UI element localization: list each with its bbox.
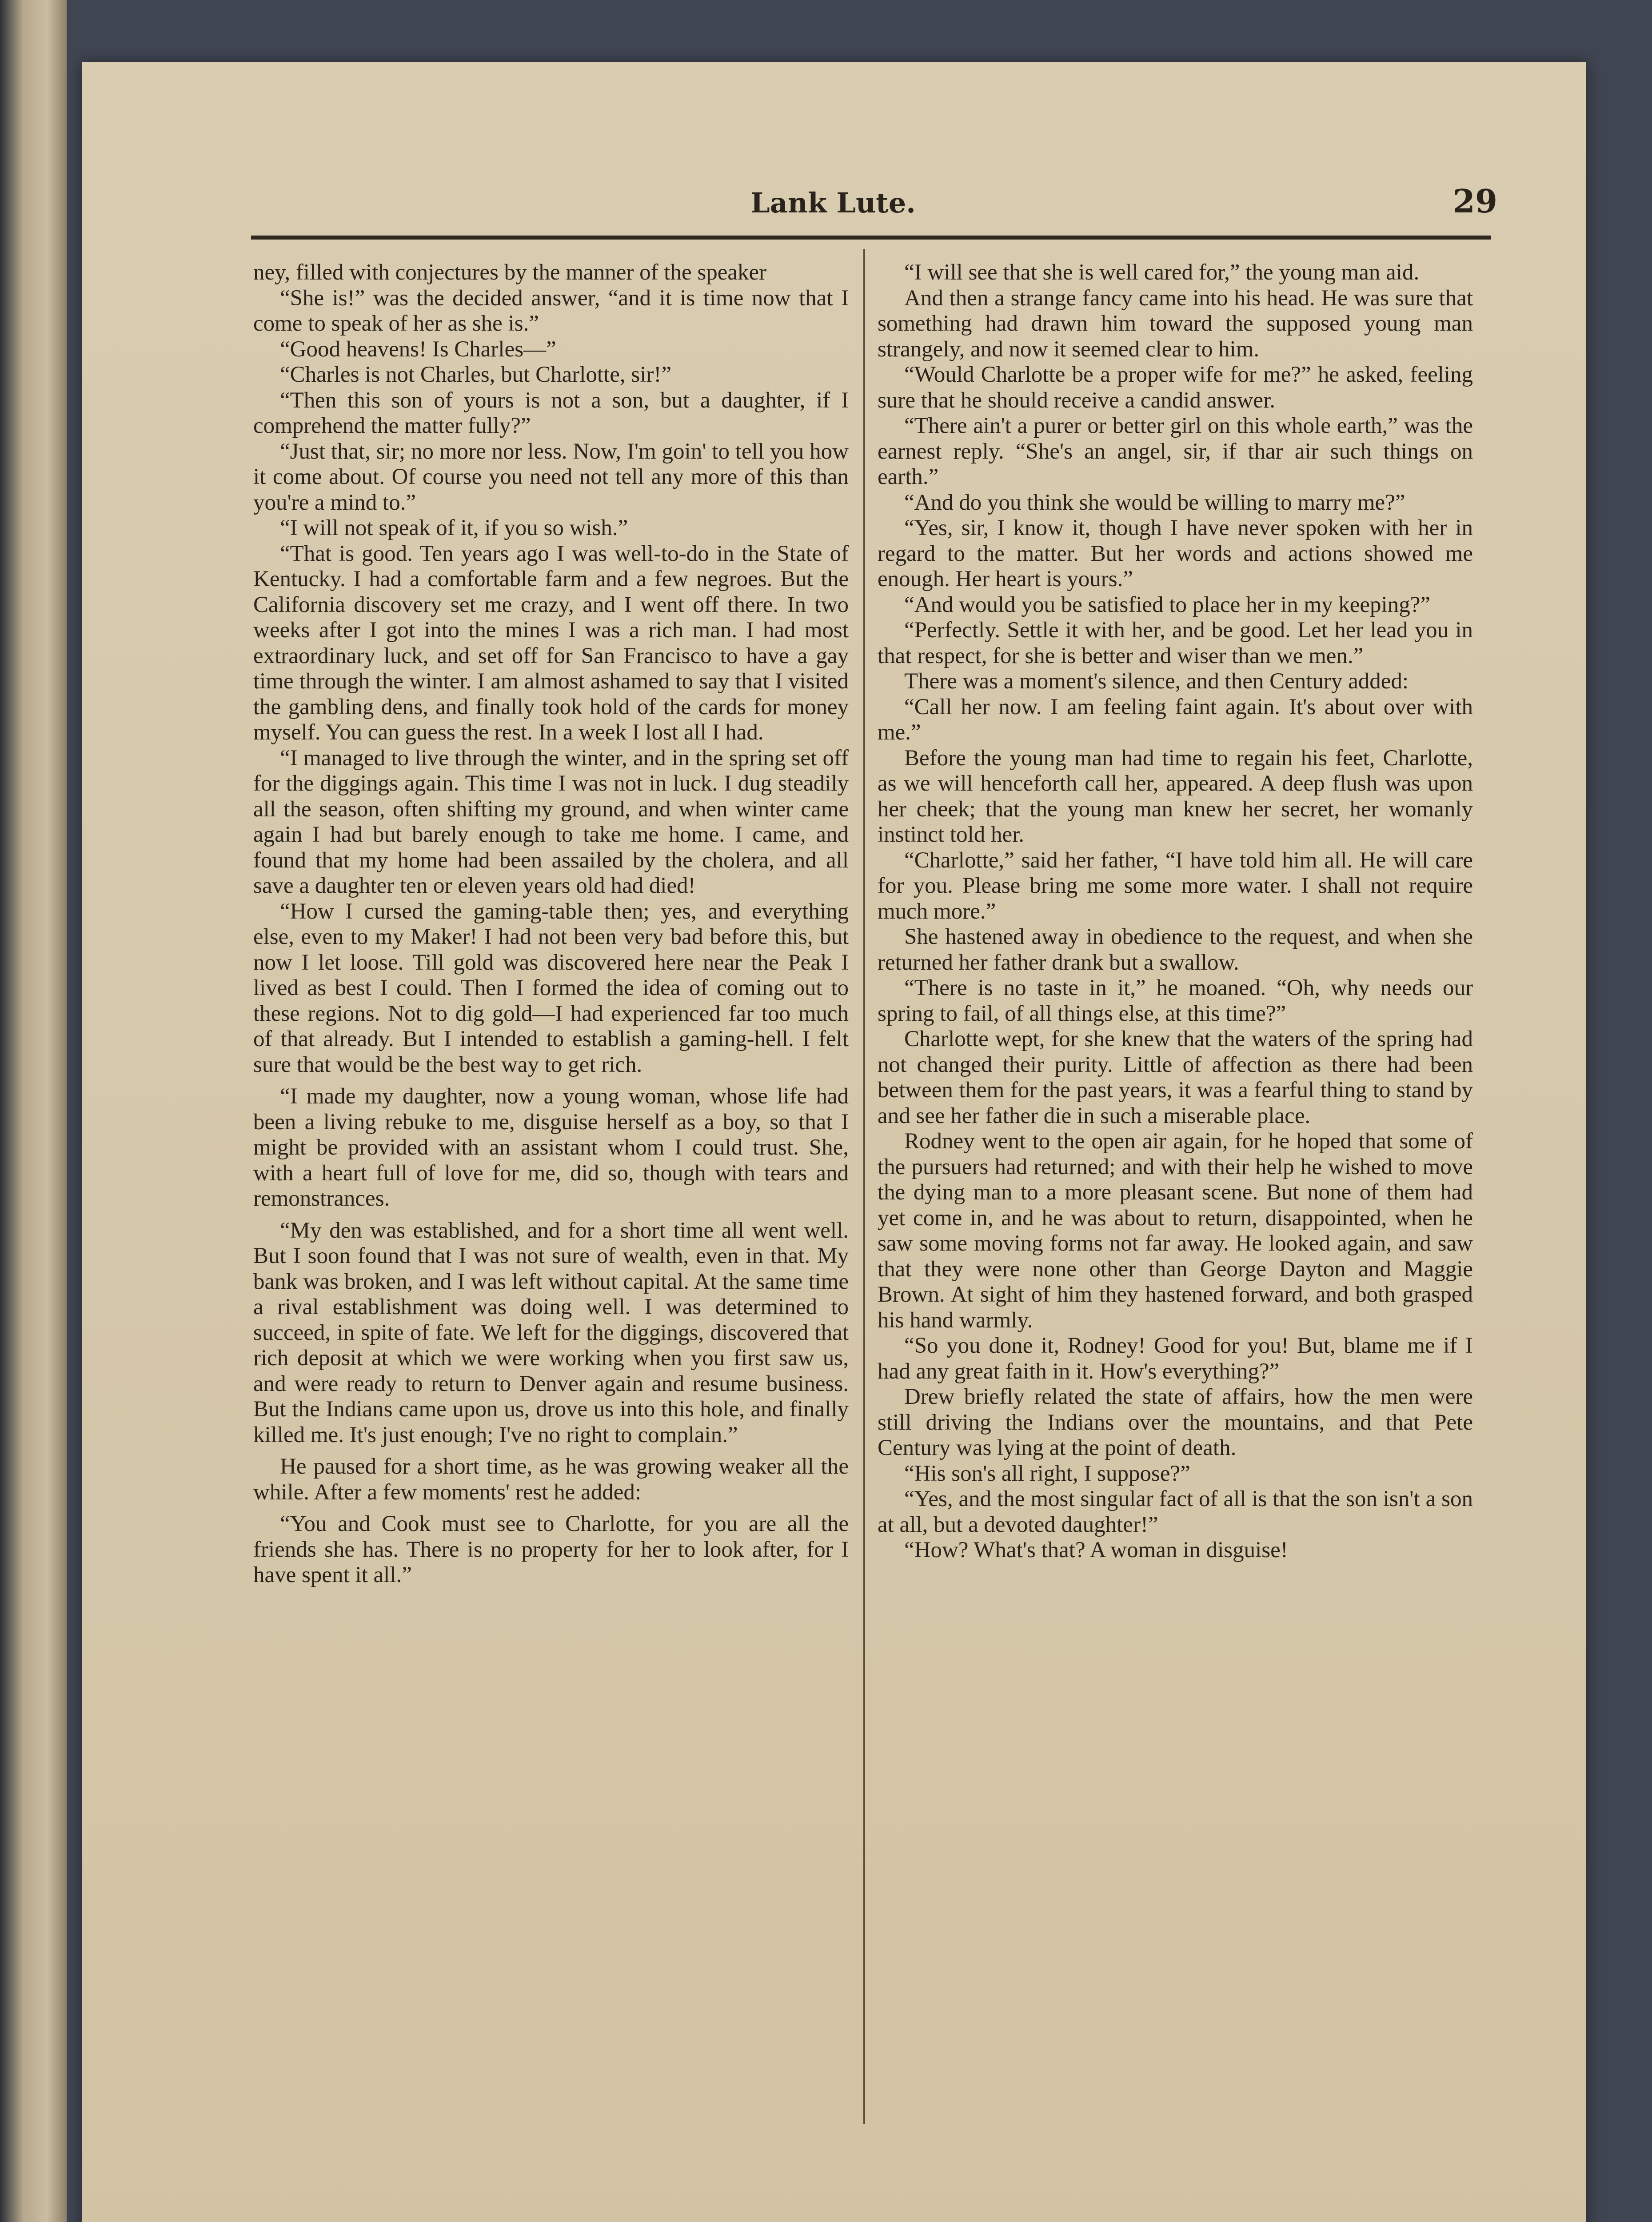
paragraph: “Then this son of yours is not a son, but a daughter, if I comprehend the matter fully?”	[253, 388, 849, 438]
paragraph: “Yes, sir, I know it, though I have never spoken with her in regard to the matter. But her words and actions showed me enough. Her heart is yours.”	[878, 516, 1473, 591]
paragraph: “My den was established, and for a short time all went well. But I soon found that I was not sure of wealth, even in that. My bank was broken, and I was left without capital. At the same time a rival establishment was doing well. I was determined to succeed, in spite of fate. We left for the diggings, discovered that rich deposit at which we were working when you first saw us, and were ready to return to Denver again and resume business. But the Indians came upon us, drove us into this hole, and finally killed me. It's just enough; I've no right to complain.”	[253, 1218, 849, 1447]
paragraph: “Call her now. I am feeling faint again. It's about over with me.”	[878, 694, 1473, 745]
paragraph: Before the young man had time to regain his feet, Charlotte, as we will henceforth call her, appeared. A deep flush was upon her cheek; that the young man knew her secret, her womanly instinct told her.	[878, 745, 1473, 847]
paragraph: “She is!” was the decided answer, “and it is time now that I come to speak of her as she is.”	[253, 285, 849, 336]
running-title: Lank Lute.	[750, 187, 916, 219]
right-column	[878, 260, 1473, 2118]
paragraph: “Yes, and the most singular fact of all is that the son isn't a son at all, but a devoted daughter!”	[878, 1487, 1473, 1537]
paragraph: “How I cursed the gaming-table then; yes, and everything else, even to my Maker! I had not been very bad before this, but now I let loose. Till gold was discovered here near the Peak I lived as best I could. Then I formed the idea of coming out to these regions. Not to dig gold—I had experienced far too much of that already. But I intended to establish a gaming-hell. I felt sure that would be the best way to get rich.	[253, 899, 849, 1077]
paragraph: “His son's all right, I suppose?”	[904, 1461, 1190, 1486]
paragraph: “You and Cook must see to Charlotte, for you are all the friends she has. There is no property for her to look after, for I have spent it all.”	[253, 1511, 849, 1587]
paragraph: She hastened away in obedience to the request, and when she returned her father drank but a swallow.	[878, 924, 1473, 975]
paragraph: “And do you think she would be willing to marry me?”	[904, 490, 1405, 515]
paragraph: There was a moment's silence, and then Century added:	[904, 669, 1409, 694]
paragraph: “How? What's that? A woman in disguise!	[904, 1538, 1288, 1563]
paragraph: “I will see that she is well cared for,” the young man aid.	[904, 260, 1420, 285]
paragraph: “I will not speak of it, if you so wish.”	[280, 516, 628, 540]
paragraph: “So you done it, Rodney! Good for you! But, blame me if I had any great faith in it. How's everything?”	[878, 1333, 1473, 1384]
paragraph: He paused for a short time, as he was growing weaker all the while. After a few moments' rest he added:	[253, 1454, 849, 1505]
paragraph: Charlotte wept, for she knew that the waters of the spring had not changed their purity. Little of affection as there had been between them for the past years, it was a fearful thing to stand by and see her father die in such a miserable place.	[878, 1027, 1473, 1128]
paragraph: “There ain't a purer or better girl on this whole earth,” was the earnest reply. “She's an angel, sir, if thar air such things on earth.”	[878, 413, 1473, 489]
adjacent-page-edge	[0, 0, 67, 2222]
paragraph: “Charlotte,” said her father, “I have told him all. He will care for you. Please bring me some more water. I shall not require much more.”	[878, 847, 1473, 924]
paragraph: Rodney went to the open air again, for he hoped that some of the pursuers had returned; and with their help he wished to move the dying man to a more pleasant scene. But none of them had yet come in, and he was about to return, disappointed, when he saw some moving forms not far away. He looked again, and saw that they were none other than George Dayton and Maggie Brown. At sight of him they hastened forward, and both grasped his hand warmly.	[878, 1129, 1473, 1333]
paragraph: “And would you be satisfied to place her in my keeping?”	[904, 592, 1430, 617]
paragraph: “Would Charlotte be a proper wife for me?” he asked, feeling sure that he should receive a candid answer.	[878, 362, 1473, 413]
paragraph: “Charles is not Charles, but Charlotte, sir!”	[280, 362, 671, 387]
paragraph: Drew briefly related the state of affairs, how the men were still driving the Indians over the mountains, and that Pete Century was lying at the point of death.	[878, 1384, 1473, 1460]
paragraph: “That is good. Ten years ago I was well-to-do in the State of Kentucky. I had a comfortable farm and a few negroes. But the California discovery set me crazy, and I went off there. In two weeks after I got into the mines I was a rich man. I had most extraordinary luck, and set off for San Francisco to have a gay time through the winter. I am almost ashamed to say that I visited the gambling dens, and finally took hold of the cards for money myself. You can guess the rest. In a week I lost all I had.	[253, 541, 849, 745]
paragraph: “There is no taste in it,” he moaned. “Oh, why needs our spring to fail, of all things else, at this time?”	[878, 975, 1473, 1026]
paragraph: And then a strange fancy came into his head. He was sure that something had drawn him toward the supposed young man strangely, and now it seemed clear to him.	[878, 285, 1473, 362]
paragraph: “I made my daughter, now a young woman, whose life had been a living rebuke to me, disguise herself as a boy, so that I might be provided with an assistant whom I could trust. She, with a heart full of love for me, did so, though with tears and remonstrances.	[253, 1084, 849, 1211]
paragraph: ney, filled with conjectures by the manner of the speaker	[253, 260, 767, 285]
paragraph: “Perfectly. Settle it with her, and be good. Let her lead you in that respect, for she is better and wiser than we men.”	[878, 618, 1473, 668]
paragraph: “Good heavens! Is Charles—”	[280, 336, 556, 362]
header-rule	[251, 236, 1491, 240]
paragraph: “I managed to live through the winter, and in the spring set off for the diggings again. This time I was not in luck. I dug steadily all the season, often shifting my ground, and when winter came again I had but barely enough to take me home. I came, and found that my home had been assailed by the cholera, and all save a daughter ten or eleven years old had died!	[253, 745, 849, 898]
page-header	[169, 182, 1497, 231]
left-column	[253, 260, 849, 2118]
page-number: 29	[1452, 182, 1497, 220]
paragraph: “Just that, sir; no more nor less. Now, I'm goin' to tell you how it come about. Of course you need not tell any more of this than you're a mind to.”	[253, 439, 849, 515]
column-divider	[863, 249, 865, 2124]
